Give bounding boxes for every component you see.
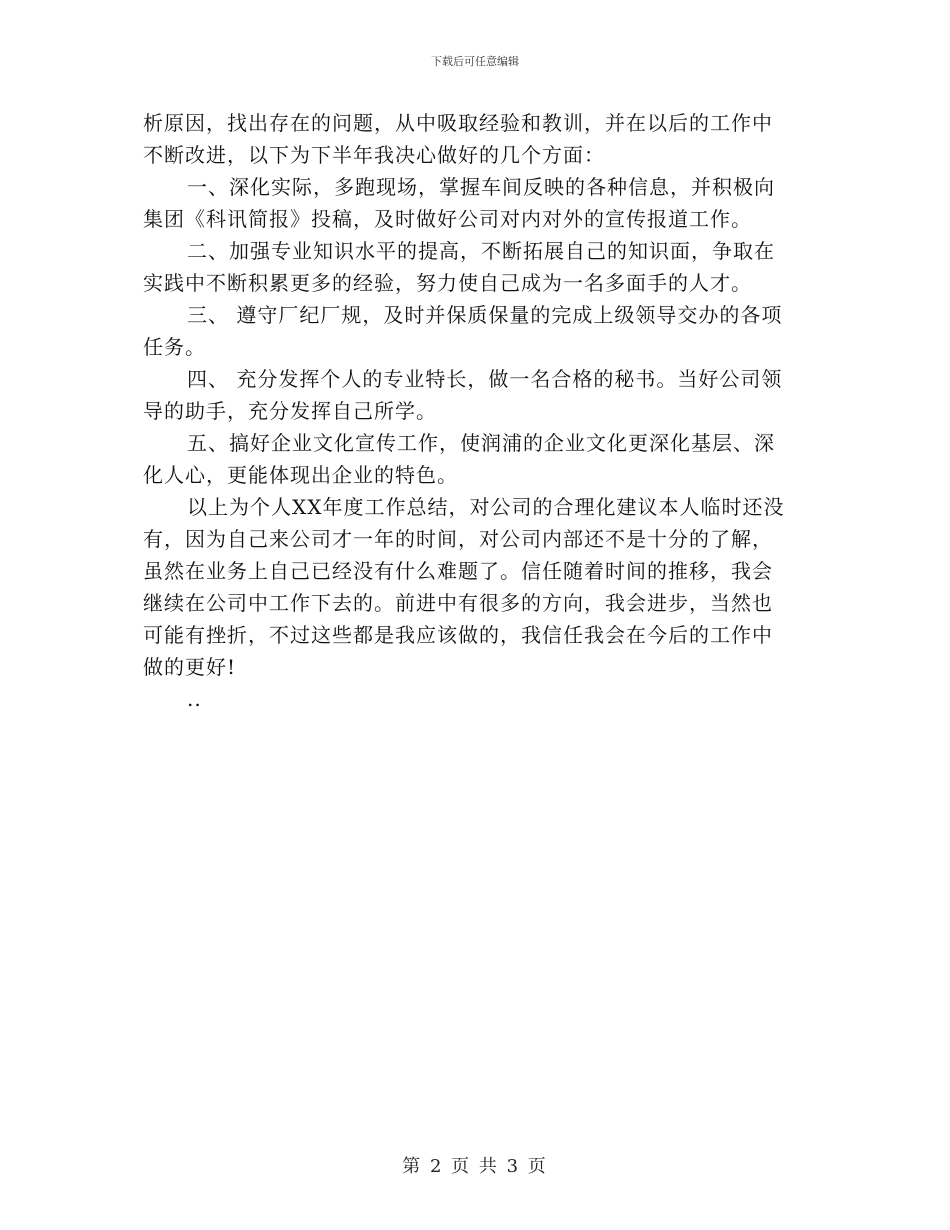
body-line: 做的更好!: [143, 655, 237, 679]
body-line: 可能有挫折，不过这些都是我应该做的，我信任我会在今后的工作中: [143, 623, 773, 647]
body-line: 化人心，更能体现出企业的特色。: [143, 463, 458, 487]
body-line: 四、 充分发挥个人的专业特长，做一名合格的秘书。当好公司领: [187, 367, 783, 391]
body-line: 集团《科讯简报》投稿，及时做好公司对内对外的宣传报道工作。: [143, 207, 752, 231]
body-line: 一、深化实际，多跑现场，掌握车间反映的各种信息，并积极向: [187, 175, 775, 199]
page-number-footer: 第 2 页 共 3 页: [402, 1156, 548, 1177]
body-line: ..: [187, 687, 202, 711]
body-line: 五、搞好企业文化宣传工作，使润浦的企业文化更深化基层、深: [187, 431, 775, 455]
body-line: 以上为个人XX年度工作总结，对公司的合理化建议本人临时还没: [187, 495, 785, 519]
body-line: 继续在公司中工作下去的。前进中有很多的方向，我会进步，当然也: [143, 591, 773, 615]
body-line: 有，因为自己来公司才一年的时间，对公司内部还不是十分的了解，: [143, 527, 773, 551]
body-line: 不断改进，以下为下半年我决心做好的几个方面：: [143, 143, 605, 167]
body-line: 实践中不断积累更多的经验，努力使自己成为一名多面手的人才。: [143, 271, 752, 295]
body-line: 析原因，找出存在的问题，从中吸取经验和教训，并在以后的工作中: [143, 111, 773, 135]
body-line: 任务。: [143, 335, 206, 359]
body-line: 二、加强专业知识水平的提高，不断拓展自己的知识面，争取在: [187, 239, 775, 263]
body-line: 导的助手，充分发挥自己所学。: [143, 399, 437, 423]
body-line: 三、 遵守厂纪厂规，及时并保质保量的完成上级领导交办的各项: [187, 303, 783, 327]
body-line: 虽然在业务上自己已经没有什么难题了。信任随着时间的推移，我会: [143, 559, 773, 583]
document-body: [143, 107, 807, 715]
page-header: 下载后可任意编辑: [431, 55, 519, 68]
